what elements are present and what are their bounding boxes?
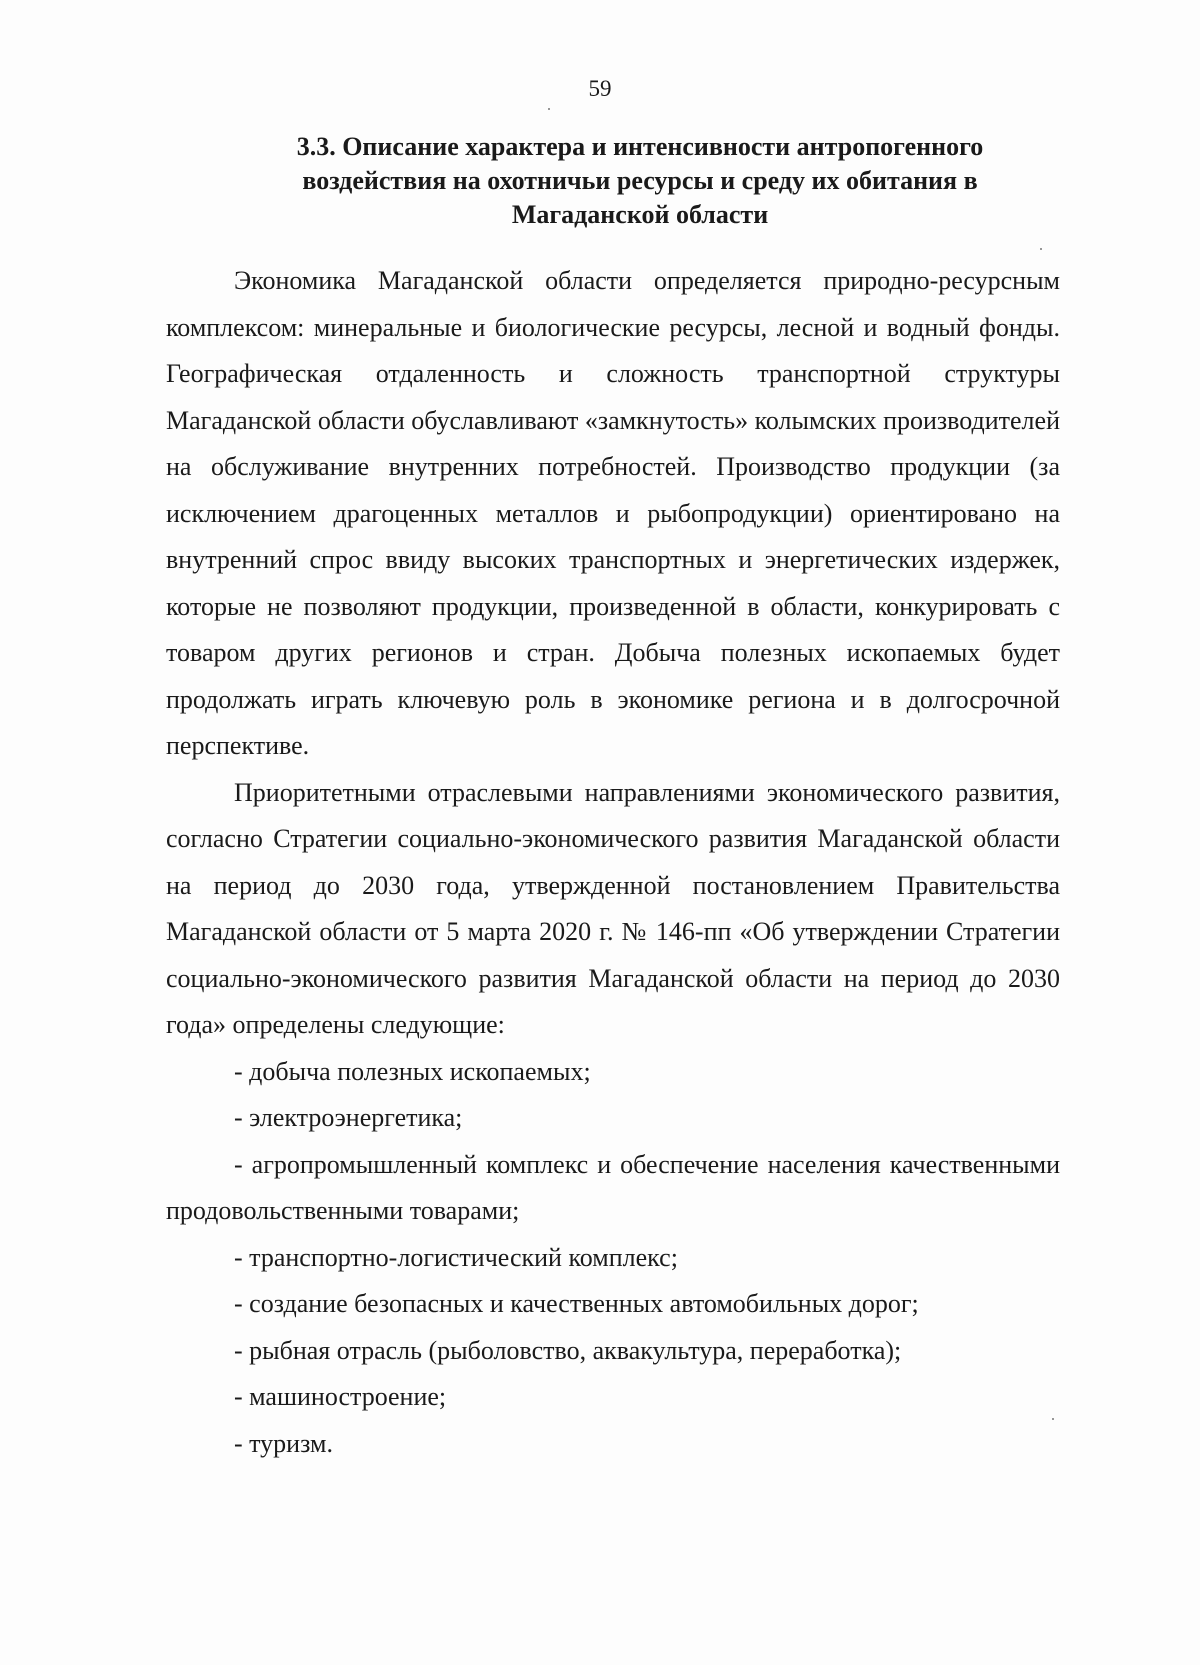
paragraph-priorities: Приоритетными отраслевыми направлениями экономического развития, согласно Стратегии социально-экономического развития Магаданской области на период до 2030 года, утвержденной постановлением Правительства Магаданской области от 5 марта 2020 г. № 146-пп «Об утверждении Стратегии социально-экономического развития Магаданской области на период до 2030 года» определены следующие: [166,777,1060,1039]
scan-speck [1052,1418,1054,1420]
list-item: - туризм. [234,1428,333,1458]
heading-line-1: 3.3. Описание характера и интенсивности антропогенного [296,132,984,161]
heading-line-2: воздействия на охотничьи ресурсы и среду их обитания в [302,166,978,195]
page-number: 59 [588,76,612,101]
section-heading [160,130,1120,232]
list-item: - машиностроение; [234,1382,447,1411]
paragraph-economy: Экономика Магаданской области определяется природно-ресурсным комплексом: минеральные и биологические ресурсы, лесной и водный фонды. Географическая отдаленность и сложность транспортной структуры Магаданской области обуславливают «замкнутость» колымских производителей на обслуживание внутренних потребностей. Производство продукции (за исключением драгоценных металлов и рыбопродукции) ориентировано на внутренний спрос ввиду высоких транспортных и энергетических издержек, которые не позволяют продукции, произведенной в области, конкурировать с товаром других регионов и стран. Добыча полезных ископаемых будет продолжать играть ключевую роль в экономике региона и в долгосрочной перспективе. [166,266,1060,760]
list-item: - добыча полезных ископаемых; [234,1056,591,1086]
scan-speck [548,108,550,110]
document-body [166,258,1060,1467]
list-item: - создание безопасных и качественных автомобильных дорог; [234,1289,919,1318]
list-item: - агропромышленный комплекс и обеспечение населения качественными продовольственными товарами; [166,1149,1060,1225]
list-item: - электроэнергетика; [234,1103,463,1132]
list-item: - транспортно-логистический комплекс; [234,1242,678,1272]
scan-speck [1040,248,1042,250]
heading-line-3: Магаданской области [511,200,769,229]
priority-list [166,1049,1060,1468]
list-item: - рыбная отрасль (рыболовство, аквакультура, переработка); [234,1335,902,1365]
